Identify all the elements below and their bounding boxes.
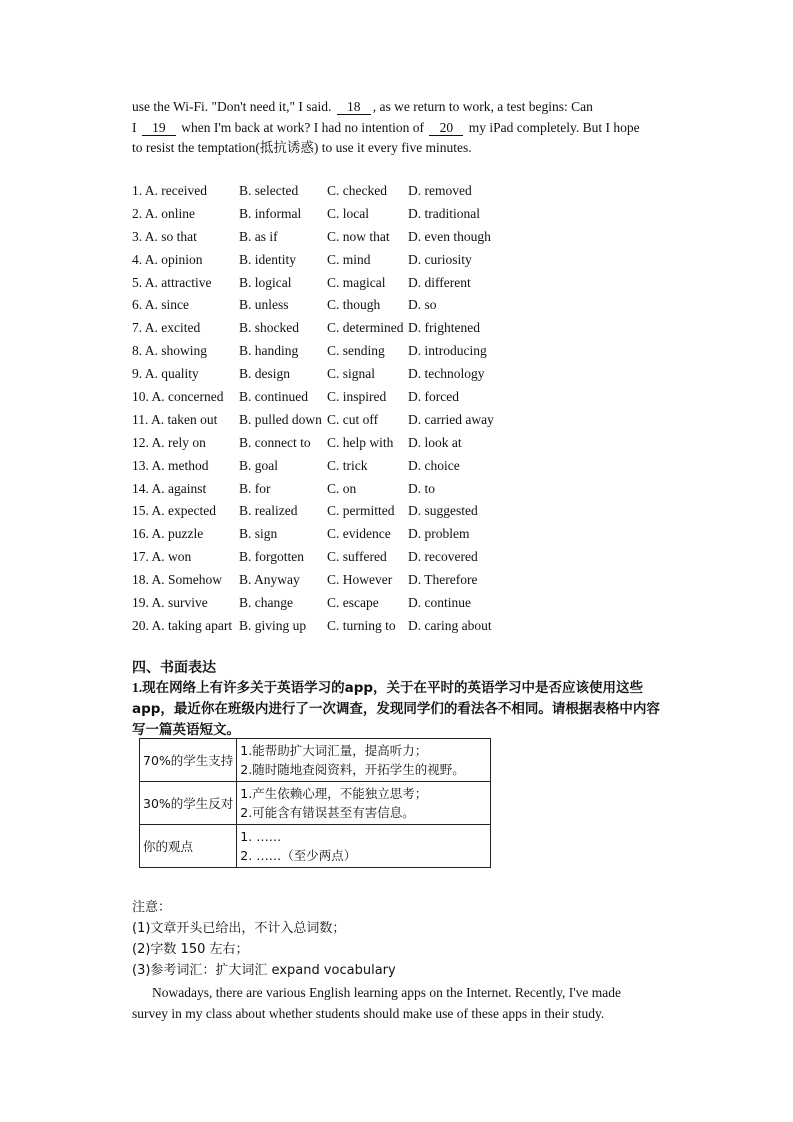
option-a: 3. A. so that bbox=[132, 228, 197, 244]
option-d: D. even though bbox=[408, 228, 491, 244]
option-row bbox=[132, 273, 532, 296]
option-b: B. change bbox=[239, 595, 293, 611]
option-d: D. carried away bbox=[408, 411, 494, 427]
option-row bbox=[132, 547, 532, 570]
notes-item: (1)文章开头已给出，不计入总词数； bbox=[132, 921, 346, 936]
option-row bbox=[132, 204, 532, 227]
option-row bbox=[132, 227, 532, 250]
option-row bbox=[132, 250, 532, 273]
option-a: 17. A. won bbox=[132, 549, 192, 565]
option-c: C. checked bbox=[327, 183, 387, 198]
option-c: C. on bbox=[327, 480, 357, 496]
table-row-content bbox=[237, 739, 491, 782]
option-d: D. to bbox=[408, 480, 435, 496]
essay-opening: Nowadays, there are various English learning apps on the Internet. Recently, I've made survey in my class about whether students should make use of these apps in their study. bbox=[132, 985, 622, 1021]
option-c: C. cut off bbox=[327, 411, 379, 427]
option-a: 20. A. taking apart bbox=[132, 617, 233, 633]
option-c: C. sending bbox=[327, 343, 385, 359]
option-b: B. as if bbox=[239, 228, 278, 244]
option-c: C. However bbox=[327, 572, 393, 588]
option-a: 1. A. received bbox=[132, 183, 207, 198]
option-c: C. inspired bbox=[327, 389, 387, 405]
option-row bbox=[132, 295, 532, 318]
passage-line-2: I 19 when I'm back at work? I had no intention of 20 my iPad completely. But I hope bbox=[132, 119, 640, 135]
option-row bbox=[132, 616, 532, 639]
option-b: B. pulled down bbox=[239, 411, 322, 427]
option-c: C. determined bbox=[327, 320, 404, 336]
option-row bbox=[132, 479, 532, 502]
table-row bbox=[140, 825, 491, 868]
option-c: C. help with bbox=[327, 434, 394, 450]
option-b: B. continued bbox=[239, 389, 308, 405]
table-row-label: 70%的学生支持 bbox=[140, 739, 237, 782]
option-c: C. turning to bbox=[327, 617, 396, 633]
option-b: B. for bbox=[239, 480, 271, 496]
option-row bbox=[132, 501, 532, 524]
option-d: D. Therefore bbox=[408, 572, 478, 588]
option-b: B. giving up bbox=[239, 617, 307, 633]
option-d: D. caring about bbox=[408, 617, 492, 633]
table-row-label: 你的观点 bbox=[140, 825, 237, 868]
option-c: C. though bbox=[327, 297, 381, 313]
option-d: D. continue bbox=[408, 595, 471, 611]
option-a: 7. A. excited bbox=[132, 320, 201, 336]
option-a: 8. A. showing bbox=[132, 343, 208, 359]
option-d: D. suggested bbox=[408, 503, 478, 519]
option-row bbox=[132, 364, 532, 387]
option-a: 14. A. against bbox=[132, 480, 207, 496]
option-d: D. technology bbox=[408, 366, 485, 382]
option-a: 18. A. Somehow bbox=[132, 572, 223, 588]
option-b: B. unless bbox=[239, 297, 289, 313]
passage-text bbox=[132, 97, 672, 159]
option-d: D. traditional bbox=[408, 205, 480, 221]
option-c: C. signal bbox=[327, 366, 376, 382]
option-a: 4. A. opinion bbox=[132, 251, 203, 267]
table-row bbox=[140, 782, 491, 825]
passage-line-3: to resist the temptation(抵抗诱惑) to use it every five minutes. bbox=[132, 140, 472, 155]
option-c: C. now that bbox=[327, 228, 390, 244]
option-b: B. realized bbox=[239, 503, 298, 519]
option-b: B. sign bbox=[239, 526, 278, 542]
option-c: C. permitted bbox=[327, 503, 395, 519]
table-row-label: 30%的学生反对 bbox=[140, 782, 237, 825]
option-a: 16. A. puzzle bbox=[132, 526, 204, 542]
option-row bbox=[132, 181, 532, 204]
option-b: B. identity bbox=[239, 251, 296, 267]
option-b: B. design bbox=[239, 366, 291, 382]
option-row bbox=[132, 593, 532, 616]
survey-table bbox=[139, 738, 491, 868]
option-d: D. problem bbox=[408, 526, 470, 542]
option-b: B. shocked bbox=[239, 320, 299, 336]
notes-item: (2)字数 150 左右； bbox=[132, 942, 249, 957]
table-line: 1.能帮助扩大词汇量，提高听力； bbox=[240, 743, 428, 758]
option-row bbox=[132, 318, 532, 341]
table-line: 1.产生依赖心理，不能独立思考； bbox=[240, 786, 428, 801]
notes-title: 注意： bbox=[132, 900, 172, 915]
blank-19: 19 bbox=[142, 120, 176, 136]
notes-section bbox=[132, 897, 396, 981]
option-row bbox=[132, 341, 532, 364]
option-c: C. local bbox=[327, 205, 369, 221]
option-d: D. introducing bbox=[408, 343, 487, 359]
option-row bbox=[132, 387, 532, 410]
option-b: B. selected bbox=[239, 183, 299, 198]
option-row bbox=[132, 433, 532, 456]
blank-20: 20 bbox=[429, 120, 463, 136]
option-d: D. recovered bbox=[408, 549, 478, 565]
option-a: 10. A. concerned bbox=[132, 389, 224, 405]
option-c: C. evidence bbox=[327, 526, 391, 542]
option-c: C. magical bbox=[327, 274, 386, 290]
option-c: C. escape bbox=[327, 595, 379, 611]
table-line: 2. ……（至少两点） bbox=[240, 848, 357, 863]
table-row-content bbox=[237, 825, 491, 868]
answer-options-list bbox=[132, 181, 532, 639]
blank-18: 18 bbox=[337, 99, 371, 115]
option-c: C. suffered bbox=[327, 549, 387, 565]
table-line: 1. …… bbox=[240, 829, 282, 844]
table-line: 2.随时随地查阅资料，开拓学生的视野。 bbox=[240, 762, 465, 777]
option-d: D. different bbox=[408, 274, 471, 290]
option-row bbox=[132, 524, 532, 547]
option-d: D. removed bbox=[408, 183, 472, 198]
option-row bbox=[132, 570, 532, 593]
option-a: 13. A. method bbox=[132, 457, 209, 473]
passage-line-1: use the Wi-Fi. "Don't need it," I said. 18 , as we return to work, a test begins: Can bbox=[132, 99, 593, 114]
option-a: 15. A. expected bbox=[132, 503, 216, 519]
option-row bbox=[132, 456, 532, 479]
option-a: 2. A. online bbox=[132, 205, 195, 221]
option-b: B. informal bbox=[239, 205, 302, 221]
table-line: 2.可能含有错误甚至有害信息。 bbox=[240, 805, 415, 820]
option-a: 12. A. rely on bbox=[132, 434, 206, 450]
option-a: 9. A. quality bbox=[132, 366, 199, 382]
table-row bbox=[140, 739, 491, 782]
option-d: D. curiosity bbox=[408, 251, 472, 267]
option-b: B. goal bbox=[239, 457, 278, 473]
option-c: C. trick bbox=[327, 457, 368, 473]
writing-task-prompt: 1.现在网络上有许多关于英语学习的app，关于在平时的英语学习中是否应该使用这些app，最近你在班级内进行了一次调查，发现同学们的看法各不相同。请根据表格中内容写一篇英语短文。 bbox=[132, 680, 660, 738]
option-d: D. choice bbox=[408, 457, 460, 473]
notes-item: (3)参考词汇：扩大词汇 expand vocabulary bbox=[132, 963, 396, 978]
section-heading: 四、书面表达 bbox=[132, 660, 216, 676]
option-b: B. forgotten bbox=[239, 549, 304, 565]
option-b: B. logical bbox=[239, 274, 292, 290]
option-d: D. look at bbox=[408, 434, 462, 450]
table-row-content bbox=[237, 782, 491, 825]
option-d: D. so bbox=[408, 297, 437, 313]
option-d: D. forced bbox=[408, 389, 459, 405]
option-a: 6. A. since bbox=[132, 297, 189, 313]
option-row bbox=[132, 410, 532, 433]
option-c: C. mind bbox=[327, 251, 371, 267]
option-b: B. handing bbox=[239, 343, 299, 359]
option-a: 5. A. attractive bbox=[132, 274, 212, 290]
option-a: 19. A. survive bbox=[132, 595, 208, 611]
option-b: B. Anyway bbox=[239, 572, 300, 588]
option-d: D. frightened bbox=[408, 320, 480, 336]
option-b: B. connect to bbox=[239, 434, 311, 450]
option-a: 11. A. taken out bbox=[132, 411, 218, 427]
